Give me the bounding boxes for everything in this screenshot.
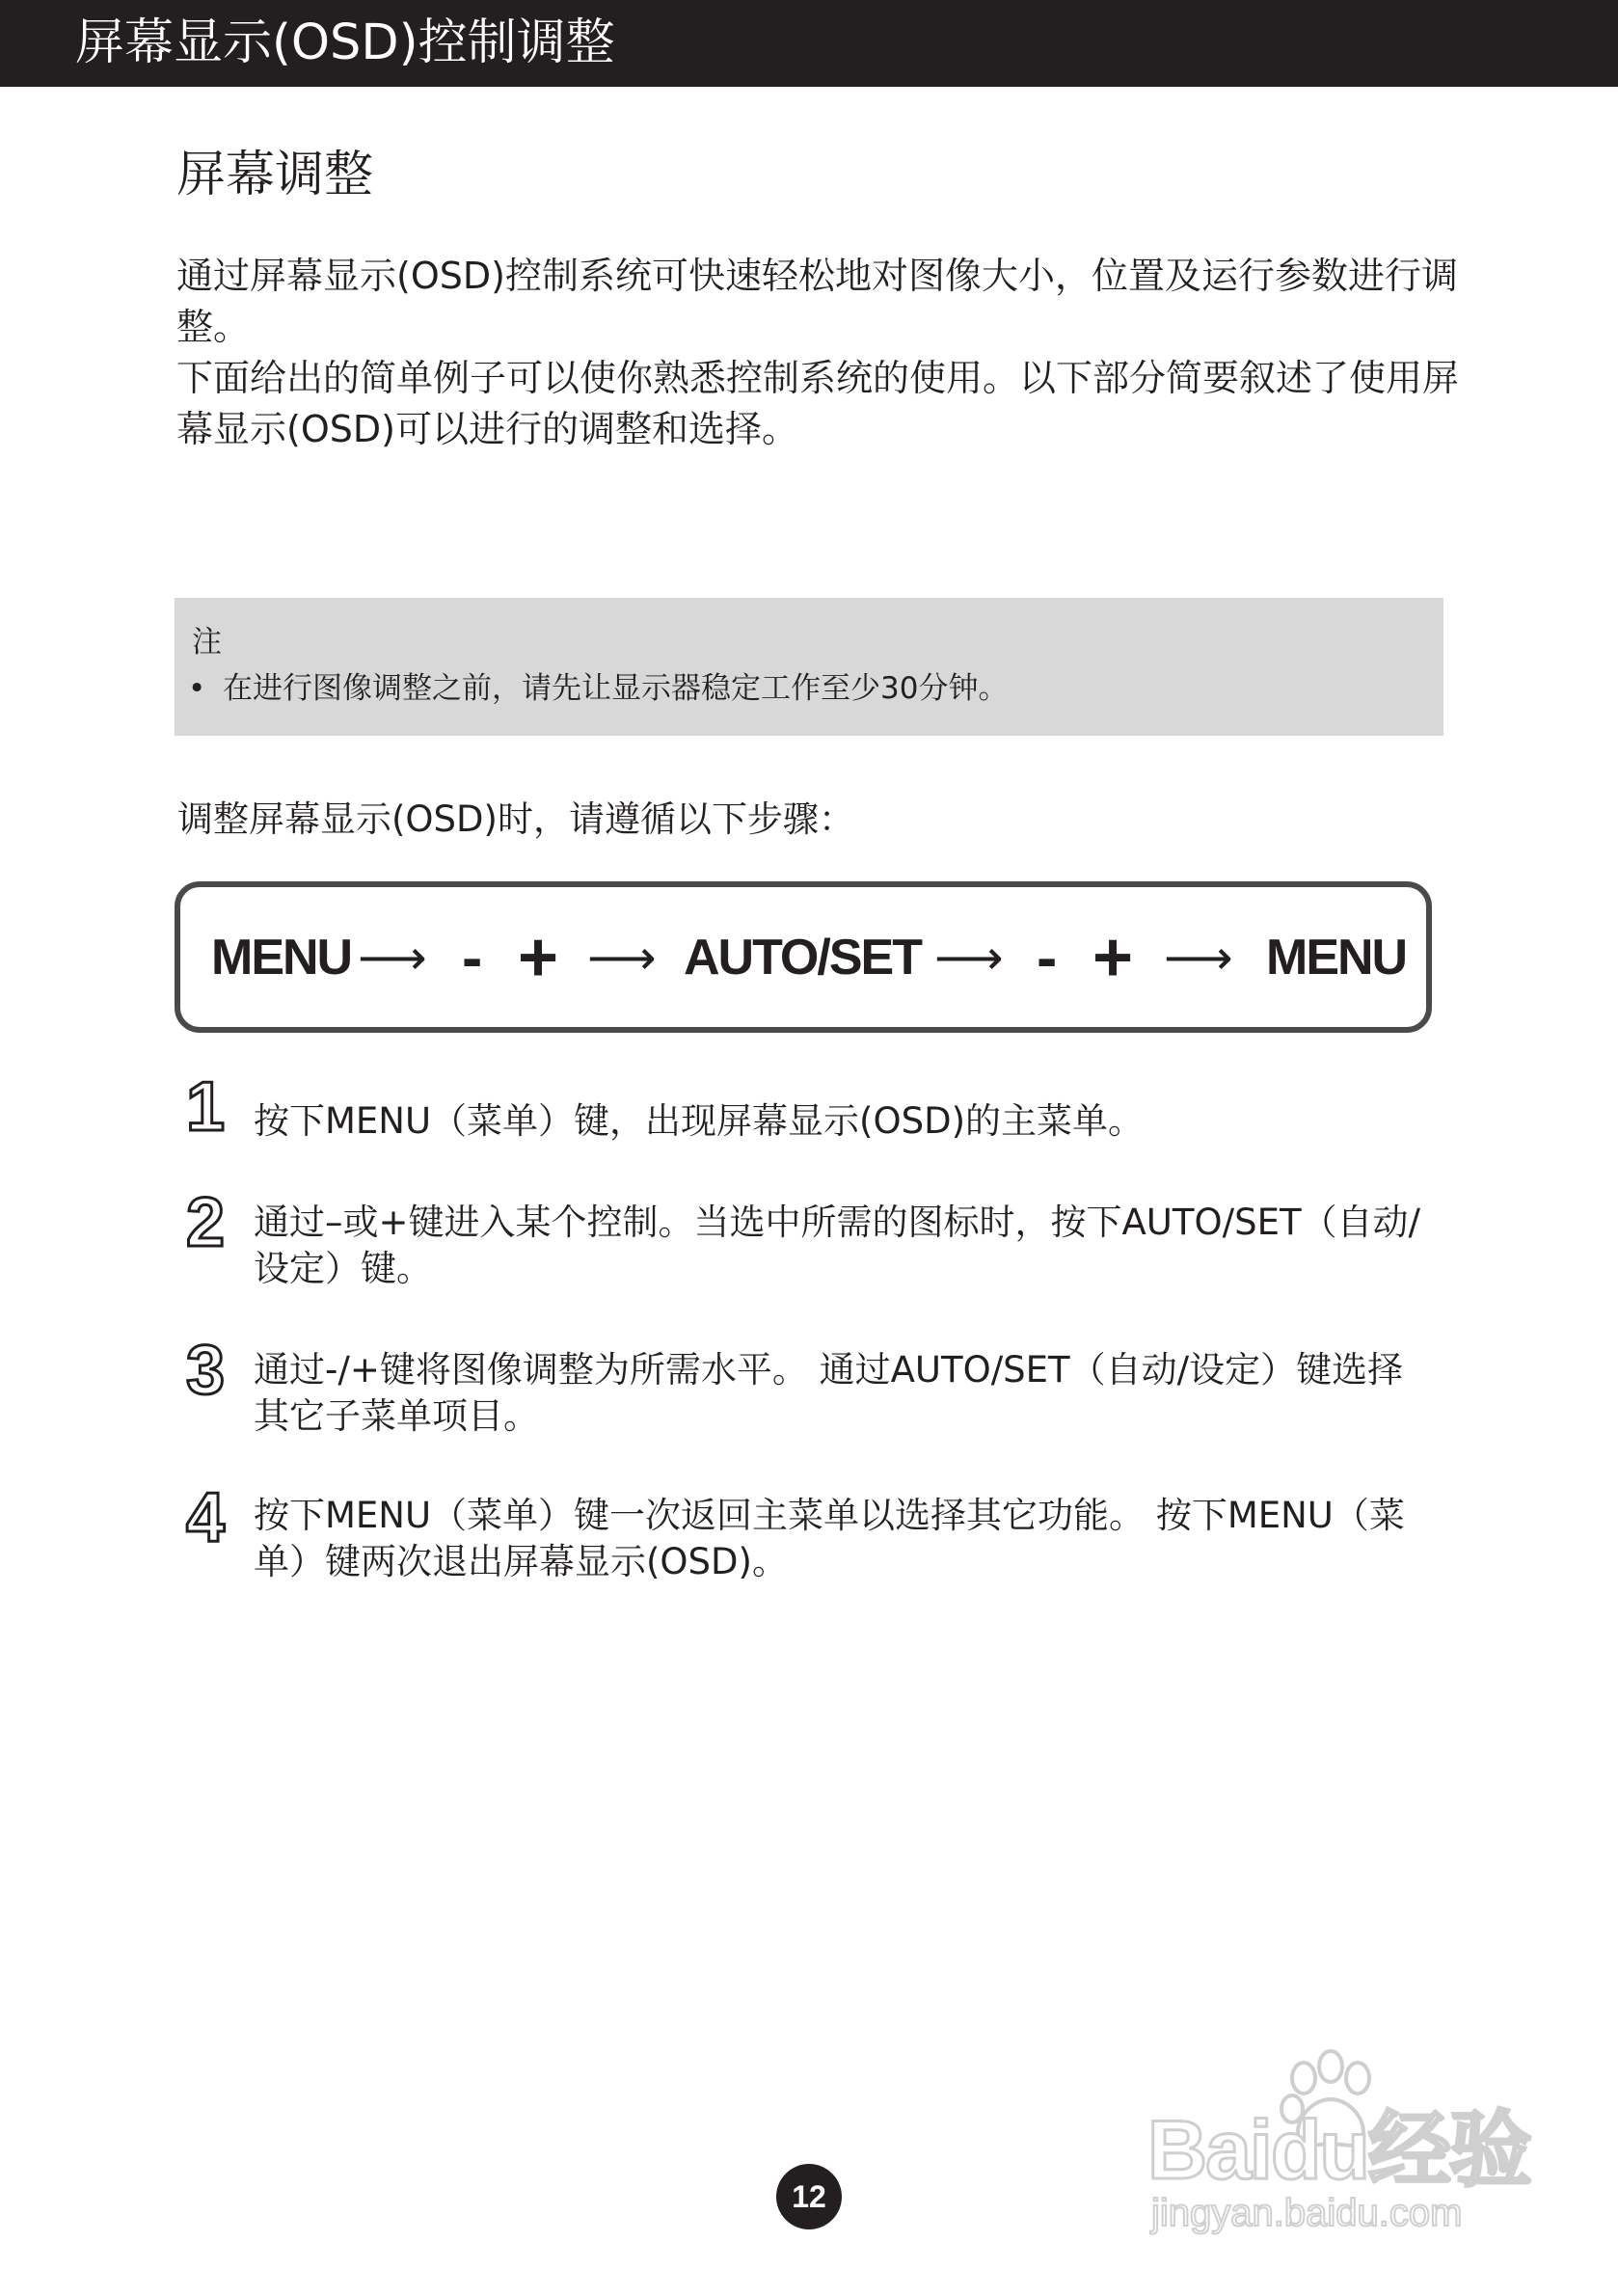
note-item	[188, 669, 1008, 708]
flow-menu-end: MENU	[1266, 929, 1407, 986]
step-number: 3	[185, 1332, 226, 1409]
intro-text	[176, 251, 1459, 455]
page-number: 12	[776, 2164, 842, 2229]
flow-plus: +	[1092, 918, 1132, 996]
step-text: 按下MENU（菜单）键一次返回主菜单以选择其它功能。 按下MENU（菜单）键两次退出屏幕显示(OSD)。	[254, 1495, 1405, 1582]
intro-paragraph: 下面给出的简单例子可以使你熟悉控制系统的使用。以下部分简要叙述了使用屏幕显示(OSD)可以进行的调整和选择。	[176, 357, 1460, 450]
flow-minus: -	[1037, 922, 1056, 992]
flow-minus: -	[462, 922, 481, 992]
arrow-right-icon: ⟶	[587, 930, 657, 985]
step-text: 通过–或+键进入某个控制。当选中所需的图标时，按下AUTO/SET（自动/设定）键。	[254, 1202, 1421, 1289]
step-text: 通过-/+键将图像调整为所需水平。 通过AUTO/SET（自动/设定）键选择其它子菜单项目。	[254, 1349, 1404, 1437]
step-text: 按下MENU（菜单）键，出现屏幕显示(OSD)的主菜单。	[254, 1100, 1145, 1142]
arrow-right-icon: ⟶	[1164, 930, 1233, 985]
watermark-url: jingyan.baidu.com	[1151, 2192, 1463, 2234]
arrow-right-icon: ⟶	[934, 930, 1004, 985]
flow-menu-start: MENU	[211, 929, 352, 986]
note-box	[175, 598, 1443, 736]
watermark-brand: Baidu经验	[1147, 2104, 1530, 2197]
step-number: 4	[185, 1479, 226, 1556]
header-bar	[0, 0, 1618, 87]
flow-auto-set: AUTO/SET	[684, 929, 921, 986]
section-title: 屏幕调整	[176, 147, 374, 203]
flow-plus: +	[518, 918, 557, 996]
note-label: 注	[192, 625, 222, 660]
step-number: 1	[185, 1068, 226, 1146]
header-title: 屏幕显示(OSD)控制调整	[75, 14, 615, 71]
baidu-watermark	[1147, 2049, 1533, 2242]
bullet-icon: •	[188, 671, 206, 706]
step-number: 2	[185, 1184, 226, 1261]
intro-paragraph: 通过屏幕显示(OSD)控制系统可快速轻松地对图像大小，位置及运行参数进行调整。	[176, 255, 1458, 348]
arrow-right-icon: ⟶	[358, 930, 427, 985]
note-text: 在进行图像调整之前，请先让显示器稳定工作至少30分钟。	[223, 671, 1009, 706]
button-flow-diagram	[175, 881, 1432, 1033]
steps-intro: 调整屏幕显示(OSD)时，请遵循以下步骤：	[177, 798, 854, 840]
